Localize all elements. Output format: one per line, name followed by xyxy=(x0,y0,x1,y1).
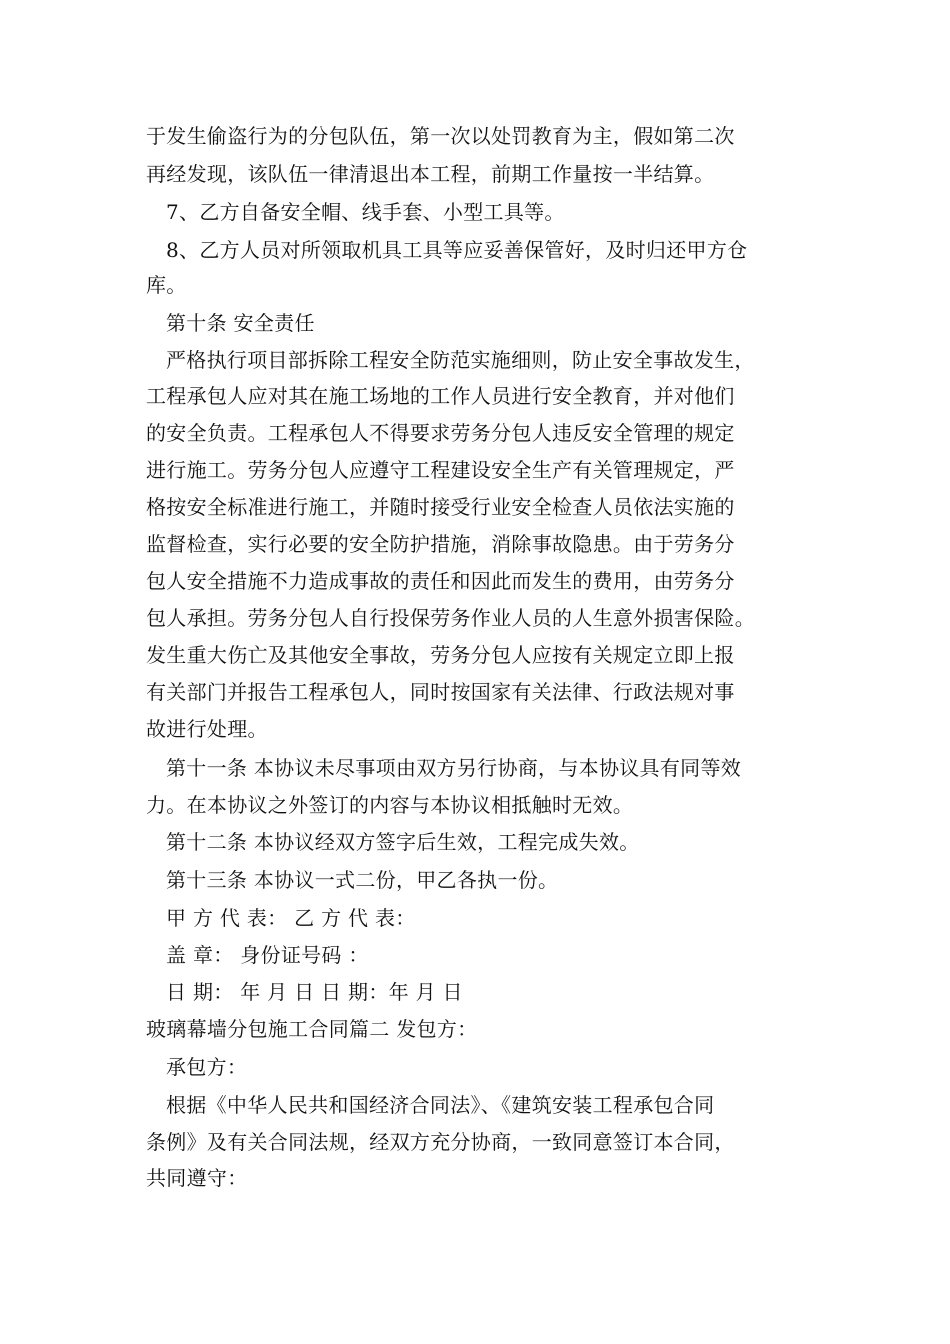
contractor-line: 承包方： xyxy=(166,1055,248,1079)
text-line: 根据《中华人民共和国经济合同法》、《建筑安装工程承包合同 xyxy=(166,1093,715,1117)
text-line: 包人承担。劳务分包人自行投保劳务作业人员的人生意外损害保险。 xyxy=(146,606,755,630)
list-item-7: 7、乙方自备安全帽、线手套、小型工具等。 xyxy=(166,200,565,224)
text-line: 力。在本协议之外签订的内容与本协议相抵触时无效。 xyxy=(146,793,634,817)
text-line: 有关部门并报告工程承包人，同时按国家有关法律、行政法规对事 xyxy=(146,680,735,704)
article-12: 第十二条 本协议经双方签字后生效，工程完成失效。 xyxy=(166,830,640,854)
text-line: 格按安全标准进行施工，并随时接受行业安全检查人员依法实施的 xyxy=(146,495,735,519)
signature-seal: 盖 章： 身份证号码 ： xyxy=(166,943,369,967)
text-line: 发生重大伤亡及其他安全事故，劳务分包人应按有关规定立即上报 xyxy=(146,643,735,667)
section-heading-10: 第十条 安全责任 xyxy=(166,311,315,335)
text-line: 库。 xyxy=(146,273,187,297)
list-item-8: 8、乙方人员对所领取机具工具等应妥善保管好，及时归还甲方仓 xyxy=(166,238,748,262)
text-line: 严格执行项目部拆除工程安全防范实施细则，防止安全事故发生， xyxy=(166,348,755,372)
text-line: 共同遵守： xyxy=(146,1166,248,1190)
text-line: 再经发现，该队伍一律清退出本工程，前期工作量按一半结算。 xyxy=(146,162,715,186)
text-line: 故进行处理。 xyxy=(146,717,268,741)
text-line: 的安全负责。工程承包人不得要求劳务分包人违反安全管理的规定 xyxy=(146,421,735,445)
signature-dates: 日 期： 年 月 日 日 期：年 月 日 xyxy=(166,980,463,1004)
text-line: 监督检查，实行必要的安全防护措施，消除事故隐患。由于劳务分 xyxy=(146,532,735,556)
text-line: 于发生偷盗行为的分包队伍，第一次以处罚教育为主，假如第二次 xyxy=(146,124,735,148)
text-line: 进行施工。劳务分包人应遵守工程建设安全生产有关管理规定，严 xyxy=(146,458,735,482)
text-line: 包人安全措施不力造成事故的责任和因此而发生的费用，由劳务分 xyxy=(146,569,735,593)
article-13: 第十三条 本协议一式二份，甲乙各执一份。 xyxy=(166,868,559,892)
text-line: 工程承包人应对其在施工场地的工作人员进行安全教育，并对他们 xyxy=(146,384,735,408)
text-line: 条例》及有关合同法规，经双方充分协商，一致同意签订本合同， xyxy=(146,1130,735,1154)
article-11: 第十一条 本协议未尽事项由双方另行协商，与本协议具有同等效 xyxy=(166,756,742,780)
contract-title: 玻璃幕墙分包施工合同篇二 发包方： xyxy=(146,1017,478,1041)
signature-representatives: 甲 方 代 表： 乙 方 代 表： xyxy=(166,906,416,930)
